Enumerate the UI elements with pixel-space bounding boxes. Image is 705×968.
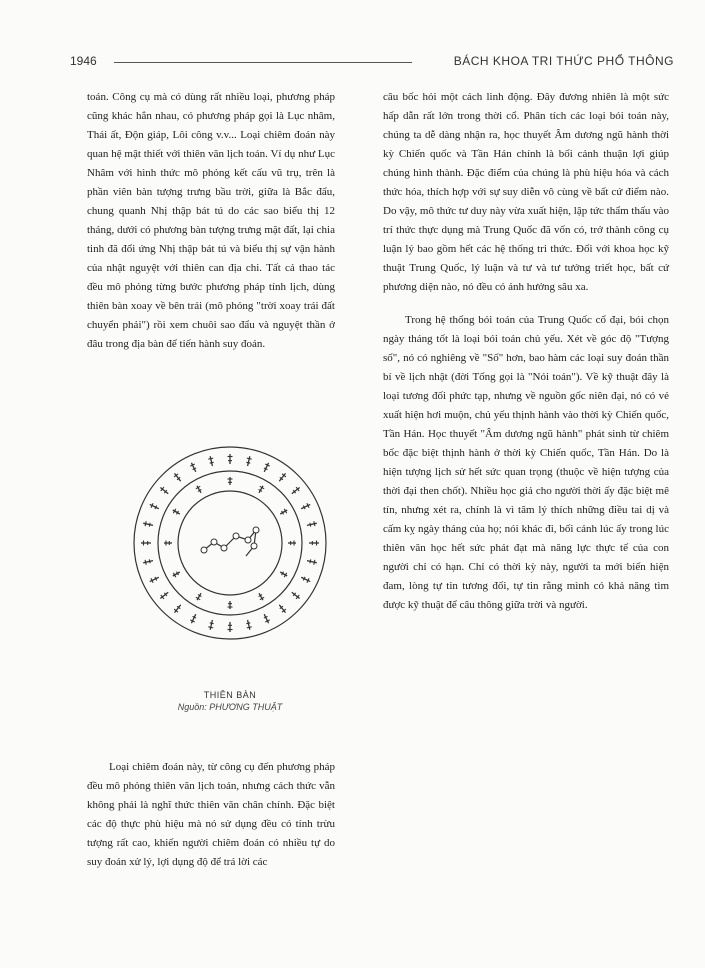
right-column xyxy=(383,88,669,615)
left-column-bottom xyxy=(87,758,335,872)
glyph-mark xyxy=(189,462,198,473)
glyph-mark xyxy=(245,619,252,630)
glyph-mark xyxy=(208,619,215,630)
glyph-mark xyxy=(290,486,301,496)
left-column xyxy=(87,88,335,354)
page-number: 1946 xyxy=(70,54,97,68)
glyph-mark xyxy=(290,590,301,600)
left-paragraph-2: Loại chiêm đoán này, từ công cụ đến phương pháp đều mô phỏng thiên văn lịch toán, nhưng cách thức vẫn không phải là nghĩ thức thiên văn chân chính. Đặc biệt các độ thực phù hiệu mà nó sử dụng đều có tính trừu tượng rất cao, khiến người chiêm đoán có nhiều tự do suy đoán xử lý, lợi dụng độ để trá lời các xyxy=(87,761,335,868)
glyph-mark xyxy=(257,592,265,601)
outer-ring xyxy=(134,447,326,639)
glyph-mark xyxy=(257,485,265,494)
inner-ring xyxy=(178,491,282,595)
glyph-mark xyxy=(172,570,181,578)
glyph-mark xyxy=(143,521,154,528)
right-paragraph-2: Trong hệ thống bói toán của Trung Quốc cổ đại, bói chọn ngày tháng tốt là loại bói toán chủ yếu. Xét về góc độ "Tượng số", nó có nghiêng về "Số" hơn, bao hàm các loại suy đoán thần bí về lịch nhật (đời Tống gọi là "Nói toán"). Về kỹ thuật đây là loại tương đối phức tạp, nhưng về nguồn gốc niên đại, nó có vẻ xuất hiện hơi muộn, chủ yếu thịnh hành vào thời kỳ Chiến quốc, Tần Hán. Học thuyết "Âm dương ngũ hành" phát sinh từ chiêm bốc đặc biệt thịnh hành ở thời kỳ Chiến quốc, Tần Hán. Do là hiện tượng lịch sử hết sức quan trọng (thuộc về hiện tượng của thời đại then chốt). Nhiều học giả cho người thời ấy đặc biệt mê tín, nhưng xét ra, chính là vì tâm lý thích những điều tai dị và cấm kỵ ngày tháng của họ; nói khác đi, bối cảnh lúc ấy trong lúc thiên văn học hết sức phát đạt mà năng lực thực tế của con người chỉ có hạn. Chỉ có thời kỳ này, người ta mới biến hiện đam, lòng tự tin tương đối, tự tin rằng mình có khả năng tìm được kỹ thuật để câu thông giữa trời và người. xyxy=(383,314,669,611)
glyph-mark xyxy=(228,454,233,464)
glyph-mark xyxy=(195,485,203,494)
glyph-mark xyxy=(300,575,311,584)
header-rule xyxy=(114,62,412,63)
glyph-mark xyxy=(159,486,170,496)
glyph-mark xyxy=(245,456,252,467)
middle-glyph-ring xyxy=(164,477,296,609)
glyph-mark xyxy=(195,592,203,601)
glyph-mark xyxy=(300,502,311,511)
glyph-mark xyxy=(277,603,287,614)
thien-ban-figure xyxy=(128,438,332,648)
glyph-mark xyxy=(143,558,154,565)
glyph-mark xyxy=(159,590,170,600)
running-title: BÁCH KHOA TRI THỨC PHỔ THÔNG xyxy=(453,54,674,68)
glyph-mark xyxy=(309,541,319,546)
glyph-mark xyxy=(277,472,287,483)
thien-ban-diagram xyxy=(128,438,332,648)
glyph-mark xyxy=(228,477,233,485)
glyph-mark xyxy=(149,575,160,584)
glyph-mark xyxy=(164,541,172,546)
glyph-mark xyxy=(172,508,181,516)
glyph-mark xyxy=(279,570,288,578)
page-header xyxy=(70,54,674,70)
big-dipper-stars xyxy=(201,527,259,553)
glyph-mark xyxy=(173,603,183,614)
middle-ring xyxy=(158,471,302,615)
glyph-mark xyxy=(228,601,233,609)
glyph-mark xyxy=(189,613,198,624)
glyph-mark xyxy=(173,472,183,483)
glyph-mark xyxy=(306,558,317,565)
right-paragraph-1: câu bốc hỏi một cách linh động. Đây đương nhiên là một sức hấp dẫn rất lớn trong thời cổ. Phân tích các loại bói toán này, chúng ta dễ dàng nhận ra, học thuyết Âm dương ngũ hành thời kỳ Chiến quốc và Tần Hán chính là bối cảnh thuận lợi giúp chúng hình thành. Đặc điểm của chúng là phù hiệu hóa và cách thức hóa, thích hợp với sự suy diễn vô cùng về bất cứ điểm nào. Do vậy, mô thức tư duy này vừa xuất hiện, lập tức thẩm thấu vào trí thức thực dụng mà Trung Quốc đã vốn có, trở thành công cụ luận lý bao gồm hết các hệ thống tri thức. Đối với khoa học kỹ thuật Trung Quốc, lý luận và tư và tư tưởng triết học, bất cứ phương diện nào, nó đều có ảnh hưởng sâu xa. xyxy=(383,91,669,293)
caption-title: THIÊN BÀN xyxy=(203,690,257,700)
glyph-mark xyxy=(141,541,151,546)
glyph-mark xyxy=(228,622,233,632)
glyph-mark xyxy=(149,502,160,511)
left-paragraph-1: toán. Công cụ mà có dùng rất nhiều loại, phương pháp cũng khác hẳn nhau, có phương pháp gọi là Lục nhâm, Thái ất, Độn giáp, Lôi công v.v... Loại chiêm đoán này quan hệ mật thiết với thiên văn lịch toán. Ví dụ như Lục Nhâm với hình thức mô phỏng kết cấu vũ trụ, trên là phần viên bàn tượng trưng bầu trời, giữa là Bắc đẩu, chung quanh Nhị thập bát tú do các sao biểu thị 12 tháng, dưới có phương bàn tượng trưng mặt đất, lại chia tinh đã đổi ứng Nhị thập bát tú và biểu thị sự vận hành của nhật nguyệt với thiên can địa chi. Tất cả thao tác đều mô phỏng từng bước phương pháp tính lịch, dùng thiên bàn xoay về bên trái (mô phỏng "trời xoay trái đất chuyển phải") rồi xem chuôi sao đẩu và nguyệt thần ở đâu trong địa bàn để tiến hành suy đoán. xyxy=(87,91,335,350)
glyph-mark xyxy=(306,521,317,528)
glyph-mark xyxy=(262,462,271,473)
glyph-mark xyxy=(288,541,296,546)
glyph-mark xyxy=(208,456,215,467)
glyph-mark xyxy=(279,508,288,516)
glyph-mark xyxy=(262,613,271,624)
figure-caption xyxy=(140,690,320,712)
caption-source: Nguồn: PHƯƠNG THUẬT xyxy=(177,702,283,712)
